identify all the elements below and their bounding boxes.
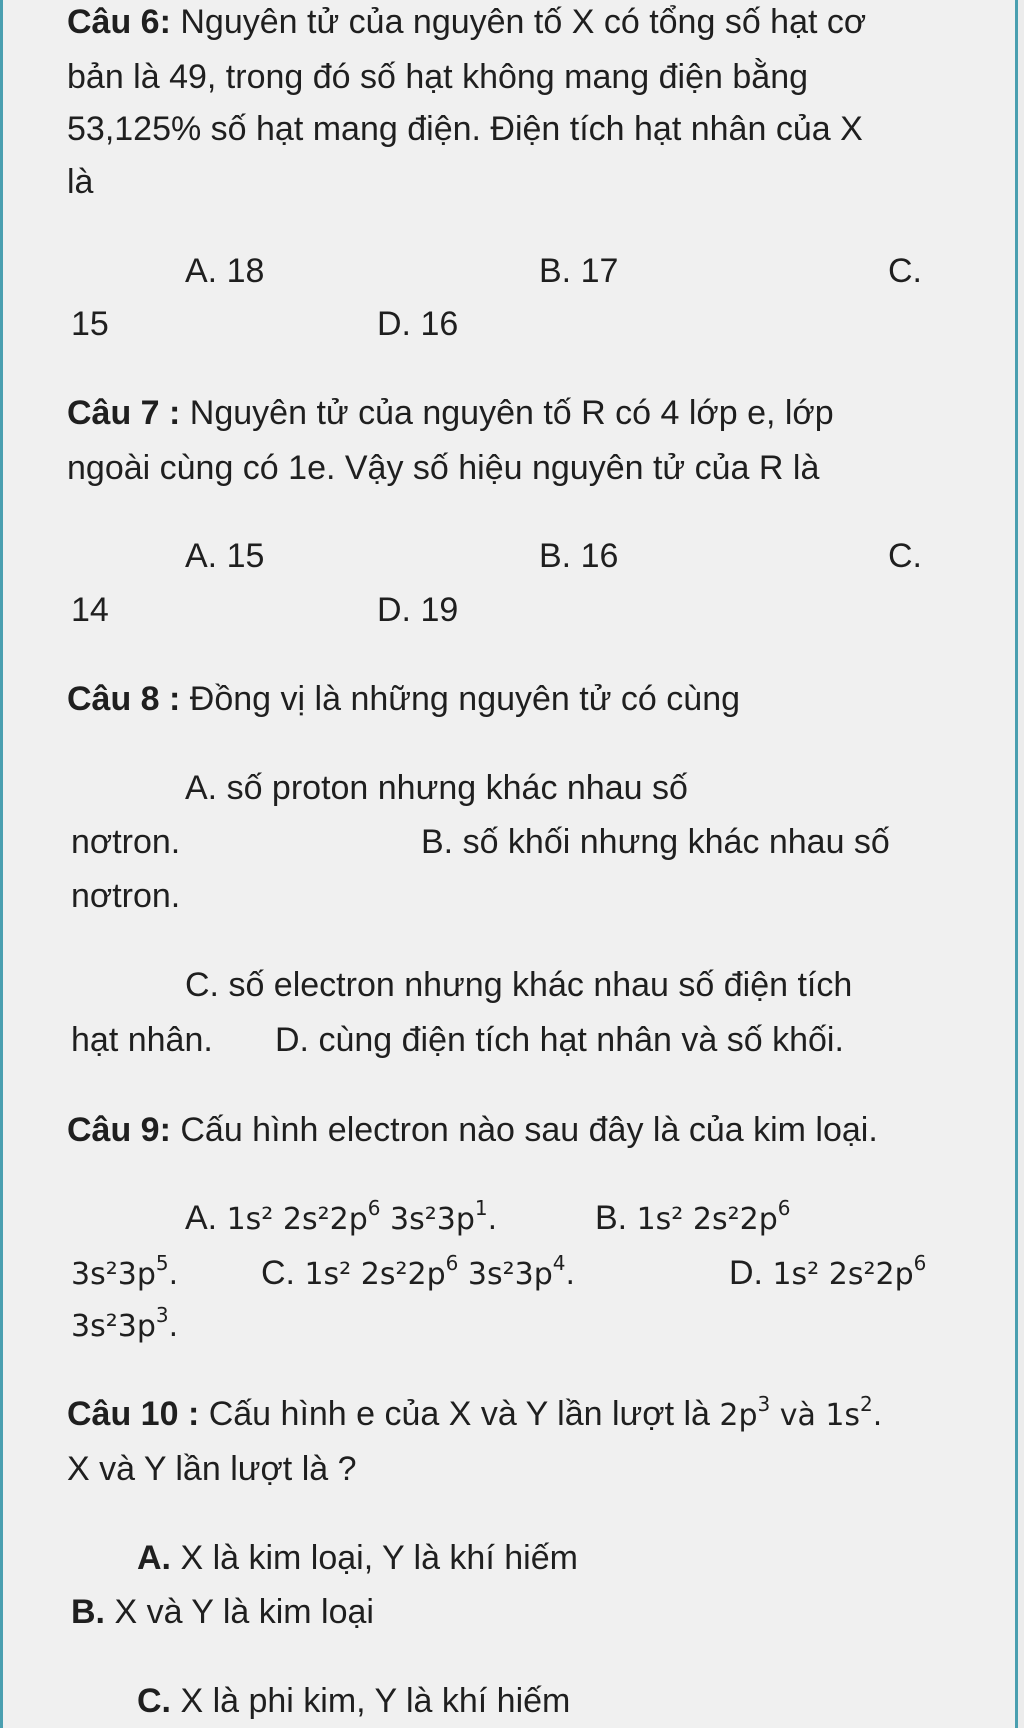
q7-line-1: Câu 7 : Nguyên tử của nguyên tố R có 4 lớp e, lớp [67,394,834,432]
q9-option-b: B. 1s² $2s^22p^6$ [595,1196,791,1237]
q7-option-d: D. 19 [377,591,459,629]
q6-line-2: bản là 49, trong đó số hạt không mang điện bằng [67,58,809,96]
q8-label: Câu 8 : [67,680,181,718]
q8-line-1: Câu 8 : Đồng vị là những nguyên tử có cùng [67,680,741,718]
q9-option-b-cont: $3s^23p^5$. [71,1251,179,1292]
q6-option-c-label: C. [888,252,922,290]
q7-label: Câu 7 : [67,394,181,432]
q7-option-c-label: C. [888,537,922,575]
q9-option-a: A. 1s² $2s^22p^6$ $3s^23p^1$. [185,1196,498,1237]
q6-option-b: B. 17 [539,252,619,290]
q8-option-a-cont: nơtron. [71,823,181,861]
q8-option-d: D. cùng điện tích hạt nhân và số khối. [275,1021,844,1059]
q6-option-a: A. 18 [185,252,265,290]
q10-line-1: Câu 10 : Cấu hình e của X và Y lần lượt là $2p^3$ và $1s^2$. [67,1392,883,1433]
q8-option-b: B. số khối nhưng khác nhau số [421,823,890,861]
q6-line-1: Câu 6: Nguyên tử của nguyên tố X có tổng số hạt cơ [67,3,867,41]
q9-option-c: C. 1s² $2s^22p^6$ $3s^23p^4$. [261,1251,576,1292]
q6-option-c-value: 15 [71,305,109,343]
q6-line-3: 53,125% số hạt mang điện. Điện tích hạt nhân của X [67,110,863,148]
q9-line-1: Câu 9: Cấu hình electron nào sau đây là của kim loại. [67,1111,878,1149]
q10-line-2: X và Y lần lượt là ? [67,1450,357,1488]
q6-line-4: là [67,163,94,201]
q10-option-a: A. X là kim loại, Y là khí hiếm [137,1539,578,1577]
q9-option-d: D. 1s² $2s^22p^6$ [729,1251,927,1292]
q7-option-a: A. 15 [185,537,265,575]
q7-line-2: ngoài cùng có 1e. Vậy số hiệu nguyên tử của R là [67,449,820,487]
q8-option-a: A. số proton nhưng khác nhau số [185,769,688,807]
q7-option-c-value: 14 [71,591,109,629]
q9-label: Câu 9: [67,1111,171,1149]
q8-option-b-cont: nơtron. [71,877,181,915]
q10-option-b: B. X và Y là kim loại [71,1593,374,1631]
q8-option-c-cont: hạt nhân. [71,1021,213,1059]
q9-option-d-cont: $3s^23p^3$. [71,1303,179,1344]
q10-option-c: C. X là phi kim, Y là khí hiếm [137,1682,571,1720]
q6-label: Câu 6: [67,3,171,41]
q10-label: Câu 10 : [67,1395,200,1433]
q8-option-c: C. số electron nhưng khác nhau số điện tích [185,966,853,1004]
q7-option-b: B. 16 [539,537,619,575]
q6-option-d: D. 16 [377,305,459,343]
